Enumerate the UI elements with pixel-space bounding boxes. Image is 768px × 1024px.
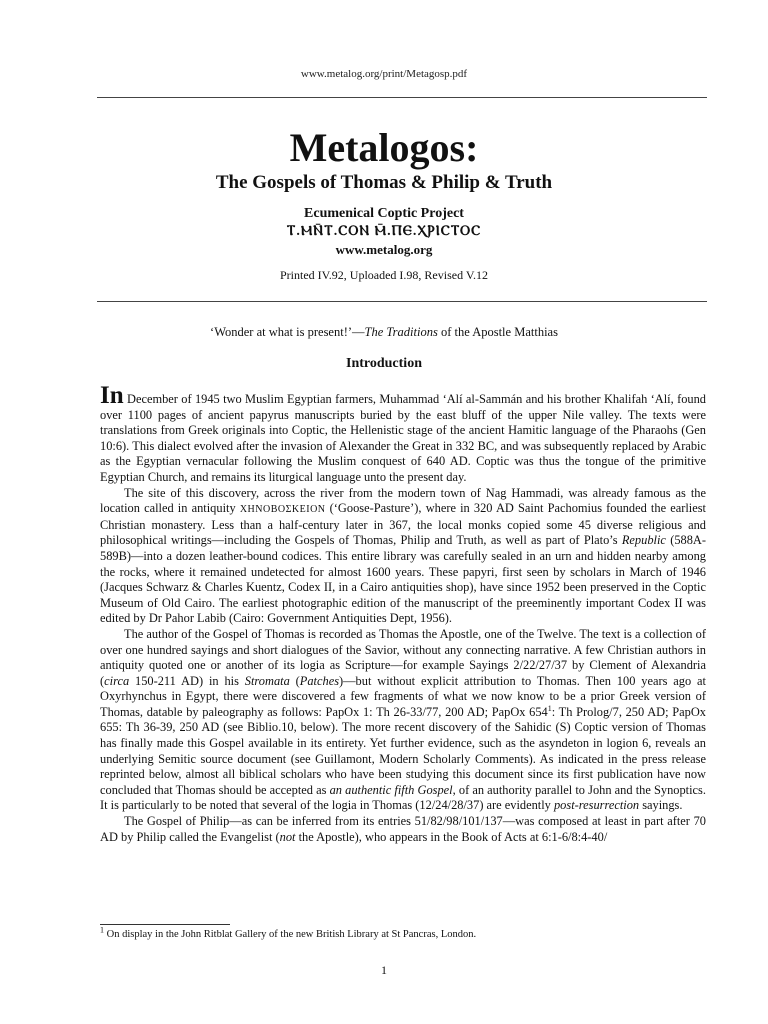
republic-title: Republic [621, 533, 666, 548]
circa-word: circa [104, 673, 130, 688]
paragraph-4 [100, 814, 706, 845]
page-title: Metalogos: [289, 125, 479, 170]
top-rule [97, 97, 707, 98]
p3-text-e: : Th Prolog/7, 250 AD; PapOx 655: Th 36-39, 250 AD (see Biblio.10, below). The more recent discovery of the Sahidic (S) Coptic version of Thomas has finally made this Gospel available in its entirety. Yet further evidence, such as the asyndeton in logion 6, reveals an underlying Semitic source document (see Guillamont, Modern Scholarly Comments). As indicated in the press release reprinted below, almost all biblical scholars who have been studying this document since its first publication have now concluded that Thomas should be accepted as [100, 704, 706, 797]
p2-text-c: (588A-589B)—into a dozen leather-bound codices. This entire library was carefully sealed in an urn and hidden nearby among the rocks, where it remained undetected for almost 1600 years. These papyri, first seen by scholars in March of 1946 (Jacques Schwarz & Charles Kuentz, Codex II, in a Cairo antiquities shop), have since 1952 been preserved in the Coptic Museum of Old Cairo. The earliest photographic edition of the manuscript of the preeminently important Codex II was edited by Dr Pahor Labib (Cairo: Government Antiquities Dept, 1956). [100, 533, 706, 626]
paragraph-3 [100, 627, 706, 814]
p3-text-g: sayings. [639, 798, 683, 813]
post-resurrection-phrase: post-resurrection [553, 798, 640, 813]
stromata-title: Stromata [244, 673, 290, 688]
p3-text-c: ( [289, 673, 300, 688]
paragraph-2 [100, 486, 706, 627]
p3-text-f: , of an authority parallel to John and the Synoptics. It is particularly to be noted that several of the logia in Thomas (12/24/28/37) are evidently [100, 782, 706, 813]
epigraph-source-title: The Traditions [364, 325, 438, 339]
footnote-rule [100, 924, 230, 925]
footnote-reference[interactable]: 1 [547, 703, 552, 713]
greek-word: ΧΗΝΟΒΟΣΚΕΙΟΝ [239, 504, 326, 516]
p3-text-b: 150-211 AD) in his [129, 673, 245, 688]
not-word: not [279, 829, 296, 844]
footnote-mark: 1 [100, 925, 104, 935]
paragraph-1 [100, 382, 706, 486]
footnote [100, 925, 706, 940]
epigraph-source-rest: of the Apostle Matthias [437, 325, 558, 339]
header-url: www.metalog.org/print/Metagosp.pdf [300, 68, 468, 80]
coptic-line: Ⲧ.ⲘⲚ̄Ⲧ.ⲤⲞⲚ Ⲙ̄.ⲠⲈ.ⲬⲢⲒⲤⲦⲞⲤ [286, 224, 482, 239]
p4-text-b: the Apostle), who appears in the Book of Acts at 6:1-6/8:4-40/ [295, 829, 608, 844]
website-link[interactable]: www.metalog.org [335, 242, 433, 257]
p3-text-d: )—but without explicit attribution to Thomas. Then 100 years ago at Oxyrhynchus in Egypt, there were discovered a few fragments of what we now know to be a prior Greek version of Thomas, datable by paleography as follows: PapOx 1: Th 26-33/77, 200 AD; PapOx 654 [100, 673, 706, 719]
epigraph [0, 325, 768, 340]
authentic-gospel-phrase: an authentic fifth Gospel [329, 782, 453, 797]
patches-title: Patches [299, 673, 340, 688]
paragraph-1-text: December of 1945 two Muslim Egyptian farmers, Muhammad ‘Alí al-Sammán and his brother Khalifah ‘Alí, found over 1100 pages of ancient papyrus manuscripts buried by the east bluff of the upper Nile valley. The texts were translations from Greek originals into Coptic, the Hellenistic stage of the ancient Hamitic language of the Pharaohs (Gen 10:6). This dialect evolved after the invasion of Alexander the Great in 332 BC, and was subsequently replaced by Arabic as the Egyptian vernacular following the Muslim conquest of 640 AD. Coptic was thus the tongue of the primitive Egyptian Church, and remains its liturgical language unto the present day. [100, 392, 706, 484]
project-name: Ecumenical Coptic Project [304, 206, 464, 221]
p2-text-b: (‘Goose-Pasture’), where in 320 AD Saint Pachomius founded the earliest Christian monastery. Less than a half-century later in 367, the local monks copied some 45 diverse religious and philosophical writings—including the Gospels of Thomas, Philip and Truth, as well as part of Plato’s [100, 501, 706, 548]
footnote-text: On display in the John Ritblat Gallery of the new British Library at St Pancras, London. [104, 929, 477, 940]
body-text [100, 382, 706, 845]
epigraph-quote: ‘Wonder at what is present!’— [210, 325, 365, 339]
page-number: 1 [381, 963, 387, 977]
p4-text-a: The Gospel of Philip—as can be inferred from its entries 51/82/98/101/137—was composed at least in part after 70 AD by Philip called the Evangelist ( [100, 814, 706, 844]
page-subtitle: The Gospels of Thomas & Philip & Truth [215, 172, 553, 193]
section-heading: Introduction [346, 356, 422, 371]
p2-text-a: The site of this discovery, across the river from the modern town of Nag Hammadi, was already famous as the location called in antiquity [100, 485, 706, 516]
middle-rule [97, 301, 707, 302]
drop-cap: In [100, 382, 124, 409]
p3-text-a: The author of the Gospel of Thomas is recorded as Thomas the Apostle, one of the Twelve. The text is a collection of over one hundred sayings and short dialogues of the Savior, without any connecting narrative. A few Christian authors in antiquity quoted one or another of its logia as Scripture—for example Sayings 2/22/27/37 by Clement of Alexandria ( [100, 626, 706, 688]
printed-info: Printed IV.92, Uploaded I.98, Revised V.12 [280, 268, 488, 282]
